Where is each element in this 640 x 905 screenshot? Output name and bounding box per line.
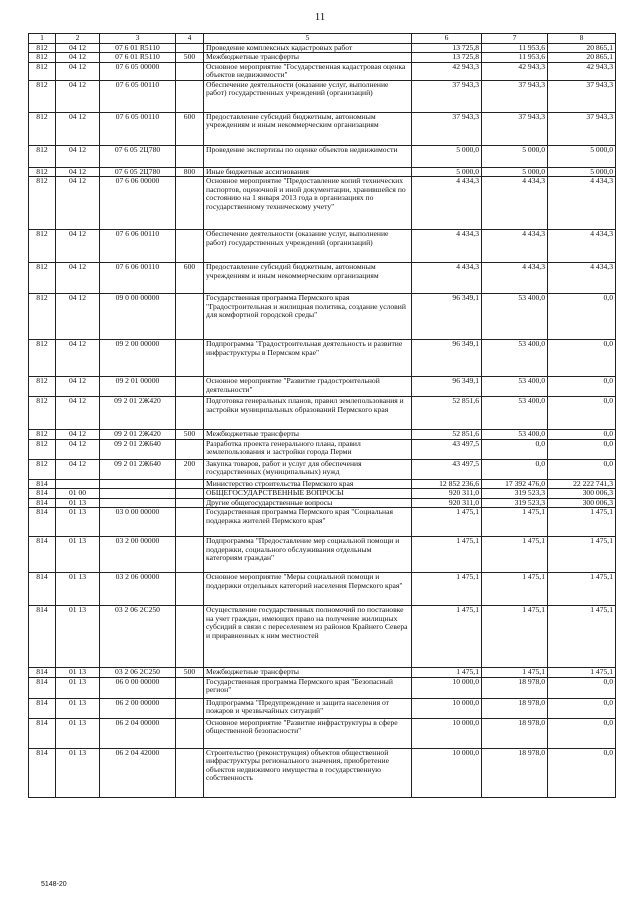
cell-expense-type <box>176 230 204 263</box>
cell-amount-2: 319 523,3 <box>482 498 548 508</box>
cell-target-article: 03 2 06 00000 <box>100 573 176 606</box>
cell-name: Проведение экспертизы по оценке объектов недвижимости <box>204 145 412 167</box>
cell-amount-1: 1 475,1 <box>412 668 482 678</box>
cell-amount-3: 1 475,1 <box>548 606 616 668</box>
cell-amount-2: 4 434,3 <box>482 263 548 294</box>
table-row <box>29 498 616 508</box>
cell-amount-3: 0,0 <box>548 677 616 698</box>
cell-name: Предоставление субсидий бюджетным, автономным учреждениям и иным некоммерческим организациям <box>204 263 412 294</box>
cell-section: 04 12 <box>56 294 100 340</box>
cell-section: 04 12 <box>56 167 100 177</box>
cell-name: Основное мероприятие "Развитие градостроительной деятельности" <box>204 377 412 397</box>
cell-ved: 814 <box>29 668 56 678</box>
cell-target-article: 06 2 04 00000 <box>100 718 176 748</box>
cell-amount-1: 10 000,0 <box>412 718 482 748</box>
table-row <box>29 698 616 718</box>
cell-name: Обеспечение деятельности (оказание услуг, выполнение работ) государственных учреждений (организаций) <box>204 230 412 263</box>
table-row <box>29 340 616 377</box>
cell-amount-2: 4 434,3 <box>482 177 548 230</box>
column-header: 7 <box>482 34 548 44</box>
cell-section: 01 13 <box>56 606 100 668</box>
cell-amount-2: 18 978,0 <box>482 698 548 718</box>
column-header: 8 <box>548 34 616 44</box>
cell-expense-type: 500 <box>176 53 204 63</box>
cell-amount-2: 1 475,1 <box>482 606 548 668</box>
cell-name: Иные бюджетные ассигнования <box>204 167 412 177</box>
table-row <box>29 606 616 668</box>
cell-expense-type <box>176 606 204 668</box>
cell-name: Предоставление субсидий бюджетным, автономным учреждениям и иным некоммерческим организациям <box>204 112 412 145</box>
cell-amount-1: 96 349,1 <box>412 340 482 377</box>
cell-target-article: 03 0 00 00000 <box>100 508 176 537</box>
cell-amount-3: 1 475,1 <box>548 537 616 573</box>
table-row <box>29 177 616 230</box>
cell-name: Государственная программа Пермского края "Социальная поддержка жителей Пермского края" <box>204 508 412 537</box>
cell-section: 01 13 <box>56 698 100 718</box>
table-row <box>29 145 616 167</box>
table-row <box>29 573 616 606</box>
cell-target-article: 07 6 05 2Ц780 <box>100 167 176 177</box>
cell-amount-3: 22 222 741,3 <box>548 479 616 489</box>
cell-expense-type: 600 <box>176 112 204 145</box>
cell-ved: 814 <box>29 677 56 698</box>
cell-target-article: 06 2 04 42000 <box>100 748 176 797</box>
cell-amount-3: 0,0 <box>548 698 616 718</box>
cell-name: Основное мероприятие "Предоставление копий технических паспортов, оценочной и иной документации, хранившейся по состоянию на 1 января 2013 года в организациях по государственному техническому учету" <box>204 177 412 230</box>
cell-target-article: 03 2 06 2С250 <box>100 668 176 678</box>
cell-ved: 814 <box>29 537 56 573</box>
cell-ved: 812 <box>29 294 56 340</box>
cell-target-article: 07 6 06 00110 <box>100 263 176 294</box>
cell-amount-1: 5 000,0 <box>412 145 482 167</box>
cell-amount-1: 4 434,3 <box>412 230 482 263</box>
cell-name: Государственная программа Пермского края "Безопасный регион" <box>204 677 412 698</box>
cell-ved: 814 <box>29 573 56 606</box>
cell-expense-type <box>176 294 204 340</box>
table-body <box>29 43 616 797</box>
cell-target-article: 09 2 01 2Ж640 <box>100 459 176 479</box>
cell-name: Межбюджетные трансферты <box>204 53 412 63</box>
cell-amount-3: 300 006,3 <box>548 489 616 499</box>
cell-target-article <box>100 498 176 508</box>
cell-amount-2: 0,0 <box>482 439 548 459</box>
table-row <box>29 112 616 145</box>
table-row <box>29 668 616 678</box>
cell-ved: 812 <box>29 145 56 167</box>
cell-expense-type: 500 <box>176 430 204 440</box>
cell-name: Подпрограмма "Градостроительная деятельность и развитие инфраструктуры в Пермском крае" <box>204 340 412 377</box>
cell-expense-type <box>176 508 204 537</box>
cell-section: 01 13 <box>56 498 100 508</box>
cell-amount-2: 18 978,0 <box>482 748 548 797</box>
cell-target-article: 07 6 05 00110 <box>100 80 176 112</box>
cell-amount-2: 1 475,1 <box>482 668 548 678</box>
cell-amount-1: 52 851,6 <box>412 397 482 430</box>
cell-name: Проведение комплексных кадастровых работ <box>204 43 412 53</box>
cell-expense-type <box>176 718 204 748</box>
cell-expense-type: 200 <box>176 459 204 479</box>
cell-name: Другие общегосударственные вопросы <box>204 498 412 508</box>
cell-expense-type <box>176 489 204 499</box>
cell-amount-1: 43 497,5 <box>412 459 482 479</box>
cell-amount-2: 37 943,3 <box>482 112 548 145</box>
cell-amount-3: 1 475,1 <box>548 573 616 606</box>
cell-ved: 814 <box>29 718 56 748</box>
cell-ved: 814 <box>29 489 56 499</box>
cell-amount-2: 11 953,6 <box>482 53 548 63</box>
cell-section: 04 12 <box>56 430 100 440</box>
cell-ved: 812 <box>29 430 56 440</box>
cell-amount-2: 53 400,0 <box>482 397 548 430</box>
cell-section: 04 12 <box>56 62 100 80</box>
cell-amount-3: 0,0 <box>548 459 616 479</box>
cell-amount-3: 20 865,1 <box>548 53 616 63</box>
cell-amount-1: 4 434,3 <box>412 177 482 230</box>
cell-amount-2: 53 400,0 <box>482 340 548 377</box>
cell-target-article: 09 2 00 00000 <box>100 340 176 377</box>
column-header: 3 <box>100 34 176 44</box>
cell-name: Подготовка генеральных планов, правил землепользования и застройки муниципальных образований Пермского края <box>204 397 412 430</box>
cell-amount-1: 1 475,1 <box>412 537 482 573</box>
cell-ved: 812 <box>29 167 56 177</box>
cell-ved: 812 <box>29 177 56 230</box>
cell-amount-1: 4 434,3 <box>412 263 482 294</box>
cell-target-article: 03 2 06 2С250 <box>100 606 176 668</box>
cell-section: 01 13 <box>56 537 100 573</box>
cell-ved: 814 <box>29 748 56 797</box>
cell-amount-2: 17 392 476,0 <box>482 479 548 489</box>
cell-section: 04 12 <box>56 80 100 112</box>
cell-amount-3: 0,0 <box>548 294 616 340</box>
cell-name: Государственная программа Пермского края "Градостроительная и жилищная политика, создание условий для комфортной городской среды" <box>204 294 412 340</box>
cell-name: Осуществление государственных полномочий по постановке на учет граждан, имеющих право на получение жилищных субсидий в связи с переселением из районов Крайнего Севера и приравненных к ним местностей <box>204 606 412 668</box>
cell-amount-2: 4 434,3 <box>482 230 548 263</box>
cell-ved: 812 <box>29 377 56 397</box>
cell-amount-1: 10 000,0 <box>412 748 482 797</box>
cell-amount-1: 52 851,6 <box>412 430 482 440</box>
table-row <box>29 489 616 499</box>
cell-amount-2: 18 978,0 <box>482 718 548 748</box>
cell-amount-3: 0,0 <box>548 430 616 440</box>
cell-amount-3: 20 865,1 <box>548 43 616 53</box>
cell-target-article: 09 2 01 2Ж420 <box>100 430 176 440</box>
cell-section: 04 12 <box>56 230 100 263</box>
cell-target-article: 07 6 05 00110 <box>100 112 176 145</box>
cell-expense-type <box>176 43 204 53</box>
cell-section: 01 13 <box>56 677 100 698</box>
cell-amount-1: 1 475,1 <box>412 508 482 537</box>
table-row <box>29 430 616 440</box>
cell-ved: 812 <box>29 340 56 377</box>
cell-target-article: 09 0 00 00000 <box>100 294 176 340</box>
cell-ved: 814 <box>29 498 56 508</box>
cell-amount-2: 5 000,0 <box>482 145 548 167</box>
table-row <box>29 43 616 53</box>
cell-amount-3: 42 943,3 <box>548 62 616 80</box>
cell-expense-type <box>176 177 204 230</box>
cell-amount-1: 42 943,3 <box>412 62 482 80</box>
table-row <box>29 459 616 479</box>
cell-amount-2: 53 400,0 <box>482 430 548 440</box>
budget-table <box>28 33 616 798</box>
cell-ved: 812 <box>29 53 56 63</box>
table-row <box>29 80 616 112</box>
table-row <box>29 294 616 340</box>
cell-expense-type <box>176 573 204 606</box>
cell-amount-2: 5 000,0 <box>482 167 548 177</box>
cell-amount-1: 1 475,1 <box>412 573 482 606</box>
header-row <box>29 34 616 44</box>
cell-name: Межбюджетные трансферты <box>204 430 412 440</box>
cell-section: 01 13 <box>56 718 100 748</box>
cell-amount-2: 319 523,3 <box>482 489 548 499</box>
cell-amount-1: 13 725,8 <box>412 43 482 53</box>
cell-target-article: 07 6 05 00000 <box>100 62 176 80</box>
column-header: 1 <box>29 34 56 44</box>
cell-name: Основное мероприятие "Меры социальной помощи и поддержки отдельных категорий населения Пермского края" <box>204 573 412 606</box>
cell-amount-3: 0,0 <box>548 439 616 459</box>
cell-section: 01 13 <box>56 508 100 537</box>
cell-amount-3: 0,0 <box>548 748 616 797</box>
cell-expense-type <box>176 377 204 397</box>
cell-ved: 814 <box>29 606 56 668</box>
cell-amount-3: 5 000,0 <box>548 145 616 167</box>
cell-name: Основное мероприятие "Развитие инфраструктуры в сфере общественной безопасности" <box>204 718 412 748</box>
cell-ved: 812 <box>29 263 56 294</box>
cell-target-article: 06 2 00 00000 <box>100 698 176 718</box>
cell-amount-2: 53 400,0 <box>482 294 548 340</box>
column-header: 4 <box>176 34 204 44</box>
cell-target-article: 07 6 05 2Ц780 <box>100 145 176 167</box>
cell-amount-2: 11 953,6 <box>482 43 548 53</box>
table-row <box>29 167 616 177</box>
cell-target-article <box>100 489 176 499</box>
cell-name: Закупка товаров, работ и услуг для обеспечения государственных (муниципальных) нужд <box>204 459 412 479</box>
cell-amount-1: 920 311,0 <box>412 498 482 508</box>
cell-expense-type: 500 <box>176 668 204 678</box>
cell-amount-3: 4 434,3 <box>548 177 616 230</box>
cell-target-article: 07 6 01 R5110 <box>100 43 176 53</box>
table-row <box>29 263 616 294</box>
cell-amount-2: 1 475,1 <box>482 573 548 606</box>
cell-amount-3: 0,0 <box>548 340 616 377</box>
cell-amount-2: 1 475,1 <box>482 537 548 573</box>
cell-expense-type: 800 <box>176 167 204 177</box>
column-header: 6 <box>412 34 482 44</box>
cell-name: Подпрограмма "Предупреждение и защита населения от пожаров и чрезвычайных ситуаций" <box>204 698 412 718</box>
cell-ved: 812 <box>29 112 56 145</box>
cell-amount-1: 37 943,3 <box>412 112 482 145</box>
cell-expense-type <box>176 498 204 508</box>
cell-amount-3: 37 943,3 <box>548 80 616 112</box>
cell-ved: 812 <box>29 230 56 263</box>
cell-amount-3: 4 434,3 <box>548 230 616 263</box>
table-row <box>29 677 616 698</box>
cell-name: Подпрограмма "Предоставление мер социальной помощи и поддержки, социального обслуживания отдельным категориям граждан" <box>204 537 412 573</box>
cell-target-article: 07 6 06 00000 <box>100 177 176 230</box>
cell-name: Основное мероприятие "Государственная кадастровая оценка объектов недвижимости" <box>204 62 412 80</box>
cell-amount-1: 43 497,5 <box>412 439 482 459</box>
cell-target-article <box>100 479 176 489</box>
cell-amount-2: 53 400,0 <box>482 377 548 397</box>
cell-ved: 812 <box>29 459 56 479</box>
column-header: 2 <box>56 34 100 44</box>
cell-section <box>56 479 100 489</box>
cell-target-article: 09 2 01 2Ж420 <box>100 397 176 430</box>
cell-section: 04 12 <box>56 397 100 430</box>
cell-target-article: 09 2 01 2Ж640 <box>100 439 176 459</box>
table-row <box>29 508 616 537</box>
cell-ved: 812 <box>29 439 56 459</box>
cell-amount-3: 1 475,1 <box>548 668 616 678</box>
cell-amount-1: 10 000,0 <box>412 677 482 698</box>
cell-amount-2: 42 943,3 <box>482 62 548 80</box>
table-row <box>29 397 616 430</box>
cell-section: 04 12 <box>56 377 100 397</box>
cell-amount-2: 18 978,0 <box>482 677 548 698</box>
cell-amount-1: 12 852 236,6 <box>412 479 482 489</box>
cell-amount-3: 0,0 <box>548 397 616 430</box>
cell-amount-3: 5 000,0 <box>548 167 616 177</box>
cell-amount-1: 5 000,0 <box>412 167 482 177</box>
cell-ved: 814 <box>29 508 56 537</box>
footer-code: 5148-20 <box>41 881 67 888</box>
cell-amount-3: 4 434,3 <box>548 263 616 294</box>
cell-expense-type: 600 <box>176 263 204 294</box>
cell-expense-type <box>176 479 204 489</box>
cell-section: 04 12 <box>56 340 100 377</box>
cell-target-article: 09 2 01 00000 <box>100 377 176 397</box>
table-row <box>29 377 616 397</box>
cell-name: Межбюджетные трансферты <box>204 668 412 678</box>
cell-section: 04 12 <box>56 439 100 459</box>
cell-ved: 812 <box>29 397 56 430</box>
cell-amount-2: 1 475,1 <box>482 508 548 537</box>
cell-name: Строительство (реконструкция) объектов общественной инфраструктуры регионального значения, приобретение объектов недвижимого имущества в государственную собственность <box>204 748 412 797</box>
cell-ved: 812 <box>29 43 56 53</box>
cell-amount-3: 0,0 <box>548 718 616 748</box>
cell-amount-1: 96 349,1 <box>412 377 482 397</box>
table-row <box>29 53 616 63</box>
cell-ved: 814 <box>29 698 56 718</box>
cell-name: ОБЩЕГОСУДАРСТВЕННЫЕ ВОПРОСЫ <box>204 489 412 499</box>
page-number: 11 <box>314 11 326 23</box>
cell-expense-type <box>176 439 204 459</box>
cell-target-article: 07 6 01 R5110 <box>100 53 176 63</box>
cell-amount-1: 920 311,0 <box>412 489 482 499</box>
table-row <box>29 748 616 797</box>
cell-amount-1: 13 725,8 <box>412 53 482 63</box>
cell-ved: 812 <box>29 80 56 112</box>
cell-amount-3: 300 006,3 <box>548 498 616 508</box>
table-row <box>29 62 616 80</box>
cell-expense-type <box>176 62 204 80</box>
table-row <box>29 439 616 459</box>
cell-amount-1: 1 475,1 <box>412 606 482 668</box>
cell-expense-type <box>176 698 204 718</box>
cell-section: 04 12 <box>56 263 100 294</box>
cell-amount-1: 10 000,0 <box>412 698 482 718</box>
cell-amount-2: 0,0 <box>482 459 548 479</box>
table-row <box>29 230 616 263</box>
cell-section: 01 13 <box>56 748 100 797</box>
cell-section: 01 00 <box>56 489 100 499</box>
cell-expense-type <box>176 397 204 430</box>
cell-target-article: 03 2 00 00000 <box>100 537 176 573</box>
table-row <box>29 718 616 748</box>
cell-amount-3: 0,0 <box>548 377 616 397</box>
cell-amount-1: 37 943,3 <box>412 80 482 112</box>
cell-section: 01 13 <box>56 668 100 678</box>
cell-name: Разработка проекта генерального плана, правил землепользования и застройки города Перми <box>204 439 412 459</box>
cell-amount-3: 37 943,3 <box>548 112 616 145</box>
cell-amount-1: 96 349,1 <box>412 294 482 340</box>
table-row <box>29 537 616 573</box>
cell-section: 04 12 <box>56 43 100 53</box>
cell-target-article: 07 6 06 00110 <box>100 230 176 263</box>
cell-section: 01 13 <box>56 573 100 606</box>
cell-section: 04 12 <box>56 145 100 167</box>
cell-ved: 814 <box>29 479 56 489</box>
cell-expense-type <box>176 677 204 698</box>
cell-expense-type <box>176 340 204 377</box>
cell-section: 04 12 <box>56 177 100 230</box>
column-header: 5 <box>204 34 412 44</box>
cell-name: Обеспечение деятельности (оказание услуг, выполнение работ) государственных учреждений (организаций) <box>204 80 412 112</box>
cell-expense-type <box>176 537 204 573</box>
cell-name: Министерство строительства Пермского края <box>204 479 412 489</box>
cell-expense-type <box>176 145 204 167</box>
cell-section: 04 12 <box>56 459 100 479</box>
cell-amount-3: 1 475,1 <box>548 508 616 537</box>
cell-target-article: 06 0 00 00000 <box>100 677 176 698</box>
cell-section: 04 12 <box>56 53 100 63</box>
cell-amount-2: 37 943,3 <box>482 80 548 112</box>
cell-expense-type <box>176 748 204 797</box>
table-row <box>29 479 616 489</box>
cell-expense-type <box>176 80 204 112</box>
cell-section: 04 12 <box>56 112 100 145</box>
cell-ved: 812 <box>29 62 56 80</box>
